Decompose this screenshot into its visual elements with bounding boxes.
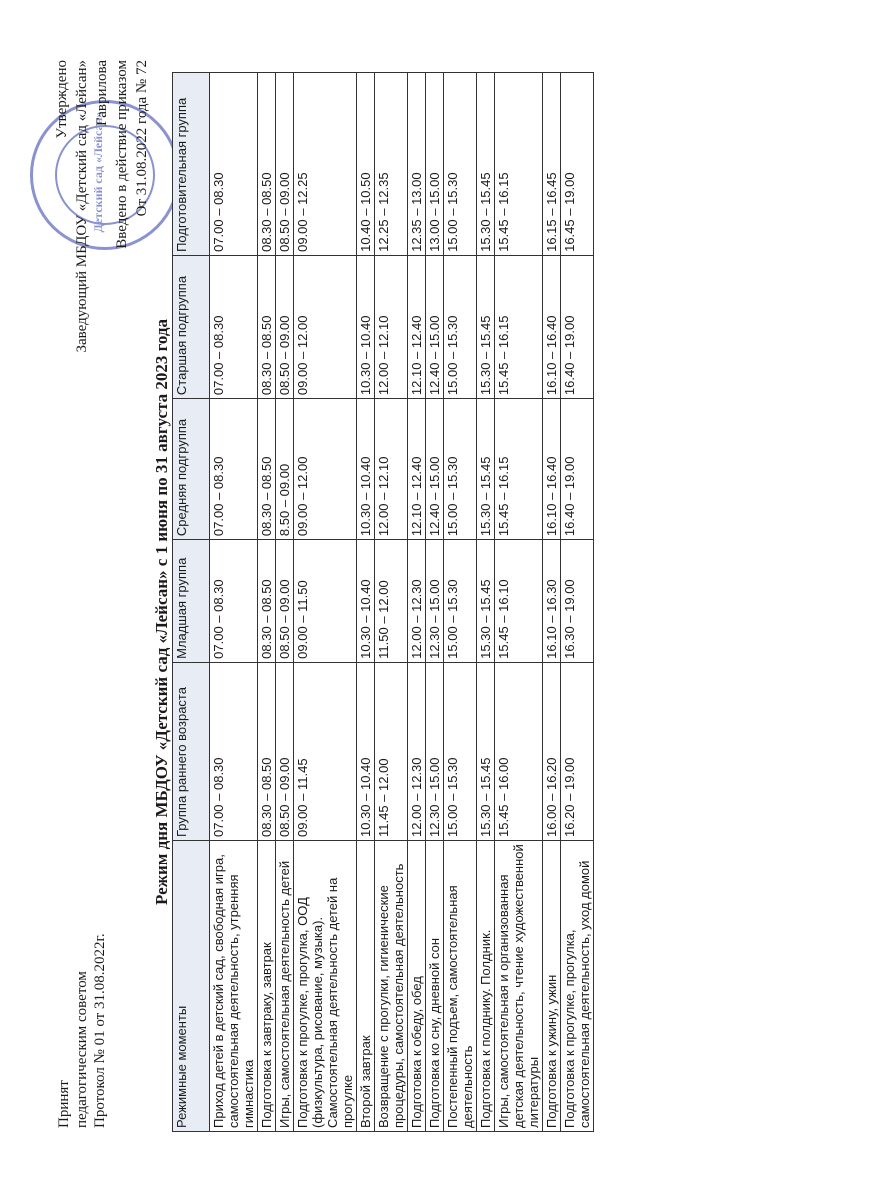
middle-time-cell: 15.30 – 15.45 <box>477 399 495 540</box>
preparatory-time-cell: 15.45 – 16.15 <box>495 73 543 256</box>
activity-cell: Подготовка к обеду, обед <box>408 841 426 1132</box>
early-age-time-cell: 16.20 – 19.00 <box>561 662 594 840</box>
early-age-time-cell: 15.00 – 15.30 <box>444 662 477 840</box>
approval-block <box>52 60 152 353</box>
junior-time-cell: 08.30 – 08.50 <box>258 540 276 663</box>
activity-cell: Игры, самостоятельная деятельность детей <box>276 841 294 1132</box>
table-row <box>426 73 444 1132</box>
header-early-age-group: Группа раннего возраста <box>173 662 210 840</box>
council-label: педагогическим советом <box>74 971 90 1128</box>
senior-time-cell: 10.30 – 10.40 <box>357 255 375 398</box>
junior-time-cell: 15.00 – 15.30 <box>444 540 477 663</box>
preparatory-time-cell: 15.00 – 15.30 <box>444 73 477 256</box>
senior-time-cell: 08.50 – 09.00 <box>276 255 294 398</box>
preparatory-time-cell: 12.25 – 12.35 <box>375 73 408 256</box>
preparatory-time-cell: 16.15 – 16.45 <box>543 73 561 256</box>
middle-time-cell: 08.30 – 08.50 <box>258 399 276 540</box>
middle-time-cell: 8.50 – 09.00 <box>276 399 294 540</box>
middle-time-cell: 16.40 – 19.00 <box>561 399 594 540</box>
senior-time-cell: 07.00 – 08.30 <box>210 255 258 398</box>
early-age-time-cell: 07.00 – 08.30 <box>210 662 258 840</box>
activity-cell: Подготовка к завтраку, завтрак <box>258 841 276 1132</box>
senior-time-cell: 15.30 – 15.45 <box>477 255 495 398</box>
middle-time-cell: 16.10 – 16.40 <box>543 399 561 540</box>
table-row <box>357 73 375 1132</box>
junior-time-cell: 16.10 – 16.30 <box>543 540 561 663</box>
senior-time-cell: 12.40 – 15.00 <box>426 255 444 398</box>
table-row <box>294 73 357 1132</box>
early-age-time-cell: 11.45 – 12.00 <box>375 662 408 840</box>
middle-time-cell: 12.00 – 12.10 <box>375 399 408 540</box>
early-age-time-cell: 10.30 – 10.40 <box>357 662 375 840</box>
early-age-time-cell: 09.00 – 11.45 <box>294 662 357 840</box>
protocol-label: Протокол № 01 от 31.08.2022г. <box>92 933 108 1128</box>
table-row <box>444 73 477 1132</box>
activity-cell: Приход детей в детский сад, свободная игра, самостоятельная деятельность, утренняя гимнастика <box>210 841 258 1132</box>
head-signature-name: Гаврилова <box>94 60 110 127</box>
preparatory-time-cell: 08.30 – 08.50 <box>258 73 276 256</box>
senior-time-cell: 12.00 – 12.10 <box>375 255 408 398</box>
order-date-label: От 31.08.2022 года № 72 <box>134 60 150 217</box>
junior-time-cell: 07.00 – 08.30 <box>210 540 258 663</box>
middle-time-cell: 09.00 – 12.00 <box>294 399 357 540</box>
header-junior-group: Младшая группа <box>173 540 210 663</box>
middle-time-cell: 12.40 – 15.00 <box>426 399 444 540</box>
middle-time-cell: 12.10 – 12.40 <box>408 399 426 540</box>
preparatory-time-cell: 10.40 – 10.50 <box>357 73 375 256</box>
senior-time-cell: 16.10 – 16.40 <box>543 255 561 398</box>
table-row <box>276 73 294 1132</box>
junior-time-cell: 15.45 – 16.10 <box>495 540 543 663</box>
header-middle-subgroup: Средняя подгруппа <box>173 399 210 540</box>
junior-time-cell: 12.30 – 15.00 <box>426 540 444 663</box>
early-age-time-cell: 08.50 – 09.00 <box>276 662 294 840</box>
header-senior-subgroup: Старшая подгруппа <box>173 255 210 398</box>
preparatory-time-cell: 08.50 – 09.00 <box>276 73 294 256</box>
junior-time-cell: 11.50 – 12.00 <box>375 540 408 663</box>
early-age-time-cell: 15.45 – 16.00 <box>495 662 543 840</box>
table-row <box>495 73 543 1132</box>
senior-time-cell: 09.00 – 12.00 <box>294 255 357 398</box>
activity-cell: Возвращение с прогулки, гигиенические процедуры, самостоятельная деятельность <box>375 841 408 1132</box>
stamp-text: Детский сад «Лейсан» <box>91 111 105 233</box>
activity-cell: Подготовка к прогулке, прогулка, самостоятельная деятельность, уход домой <box>561 841 594 1132</box>
early-age-time-cell: 16.00 – 16.20 <box>543 662 561 840</box>
preparatory-time-cell: 12.35 – 13.00 <box>408 73 426 256</box>
activity-cell: Игры, самостоятельная и организованная детская деятельность, чтение художественной литературы <box>495 841 543 1132</box>
preparatory-time-cell: 07.00 – 08.30 <box>210 73 258 256</box>
senior-time-cell: 15.00 – 15.30 <box>444 255 477 398</box>
table-row <box>477 73 495 1132</box>
preparatory-time-cell: 09.00 – 12.25 <box>294 73 357 256</box>
senior-time-cell: 08.30 – 08.50 <box>258 255 276 398</box>
early-age-time-cell: 12.00 – 12.30 <box>408 662 426 840</box>
table-row <box>258 73 276 1132</box>
activity-cell: Подготовка к ужину, ужин <box>543 841 561 1132</box>
header-preparatory-group: Подготовительная группа <box>173 73 210 256</box>
activity-cell: Постепенный подъем, самостоятельная деятельность <box>444 841 477 1132</box>
activity-cell: Подготовка к прогулке, прогулка, ООД (физкультура, рисование, музыка). Самостоятельная деятельность детей на прогулке <box>294 841 357 1132</box>
table-row <box>543 73 561 1132</box>
activity-cell: Второй завтрак <box>357 841 375 1132</box>
table-row <box>210 73 258 1132</box>
daily-schedule-table <box>172 72 594 1132</box>
junior-time-cell: 15.30 – 15.45 <box>477 540 495 663</box>
middle-time-cell: 10.30 – 10.40 <box>357 399 375 540</box>
order-label: Введено в действие приказом <box>114 60 130 249</box>
junior-time-cell: 12.00 – 12.30 <box>408 540 426 663</box>
approved-label: Утверждено <box>54 60 70 139</box>
senior-time-cell: 12.10 – 12.40 <box>408 255 426 398</box>
table-header-row <box>173 73 210 1132</box>
middle-time-cell: 07.00 – 08.30 <box>210 399 258 540</box>
senior-time-cell: 16.40 – 19.00 <box>561 255 594 398</box>
junior-time-cell: 08.50 – 09.00 <box>276 540 294 663</box>
accepted-label: Принят <box>56 1080 72 1128</box>
activity-cell: Подготовка к полднику. Полдник. <box>477 841 495 1132</box>
early-age-time-cell: 08.30 – 08.50 <box>258 662 276 840</box>
activity-cell: Подготовка ко сну, дневной сон <box>426 841 444 1132</box>
senior-time-cell: 15.45 – 16.15 <box>495 255 543 398</box>
preparatory-time-cell: 16.45 – 19.00 <box>561 73 594 256</box>
preparatory-time-cell: 15.30 – 15.45 <box>477 73 495 256</box>
middle-time-cell: 15.00 – 15.30 <box>444 399 477 540</box>
middle-time-cell: 15.45 – 16.15 <box>495 399 543 540</box>
early-age-time-cell: 15.30 – 15.45 <box>477 662 495 840</box>
junior-time-cell: 09.00 – 11.50 <box>294 540 357 663</box>
junior-time-cell: 16.30 – 19.00 <box>561 540 594 663</box>
junior-time-cell: 10.30 – 10.40 <box>357 540 375 663</box>
header-activities: Режимные моменты <box>173 841 210 1132</box>
document-title: Режим дня МБДОУ «Детский сад «Лейсан» с 1 июня по 31 августа 2023 года <box>152 318 171 906</box>
table-row <box>408 73 426 1132</box>
head-label: Заведующий МБДОУ «Детский сад «Лейсан» <box>74 60 90 353</box>
table-row <box>561 73 594 1132</box>
early-age-time-cell: 12.30 – 15.00 <box>426 662 444 840</box>
acceptance-block <box>55 933 109 1128</box>
preparatory-time-cell: 13.00 – 15.00 <box>426 73 444 256</box>
table-row <box>375 73 408 1132</box>
